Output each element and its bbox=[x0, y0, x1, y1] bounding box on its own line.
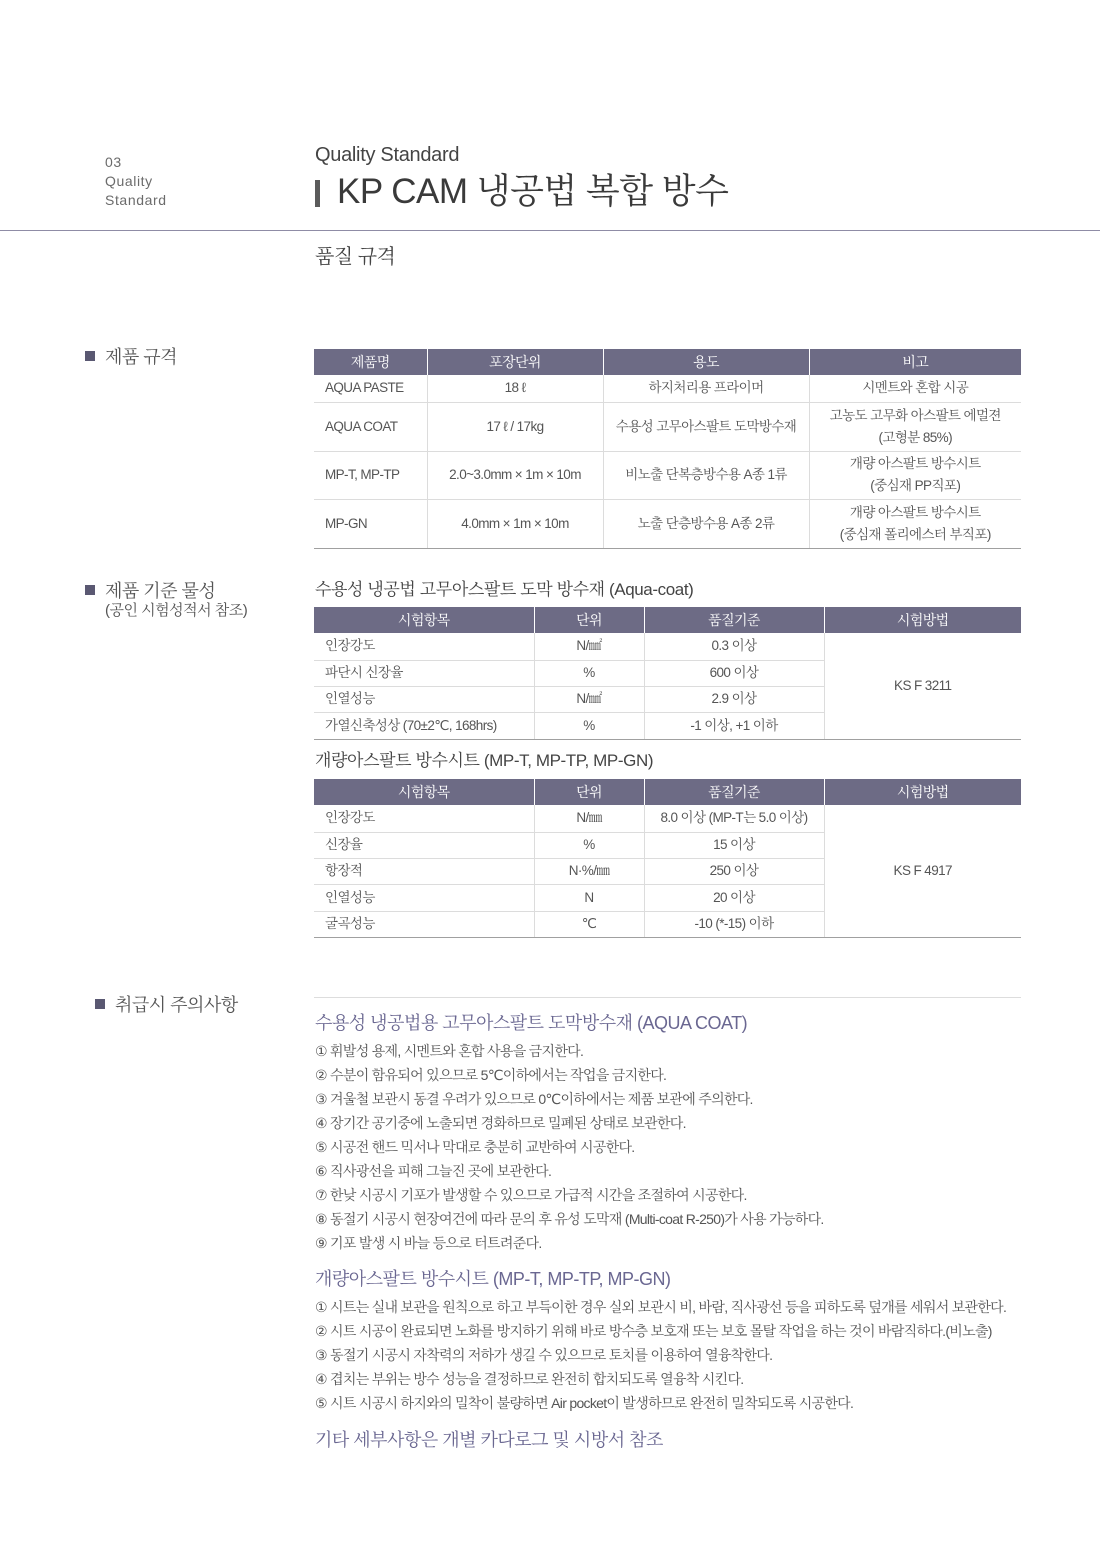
caution-heading-sheet: 개량아스팔트 방수시트 (MP-T, MP-TP, MP-GN) bbox=[315, 1269, 671, 1289]
cell-standard: -10 (*-15) 이하 bbox=[644, 911, 824, 937]
cell-unit: N/㎜ bbox=[534, 805, 644, 832]
cell-product-name: AQUA COAT bbox=[314, 402, 427, 451]
table-row bbox=[314, 633, 1021, 660]
cell-product-name: AQUA PASTE bbox=[314, 375, 427, 402]
side-label-handling bbox=[95, 994, 238, 1016]
cell-package: 18 ℓ bbox=[427, 375, 603, 402]
cell-unit: N·%/㎜ bbox=[534, 858, 644, 884]
sheet-table-title: 개량아스팔트 방수시트 (MP-T, MP-TP, MP-GN) bbox=[315, 751, 654, 770]
cell-unit: % bbox=[534, 832, 644, 858]
cell-package: 4.0mm × 1m × 10m bbox=[427, 499, 603, 548]
remark-line: 시멘트와 혼합 시공 bbox=[862, 380, 969, 396]
side-label-text: 제품 규격 bbox=[105, 347, 178, 367]
cell-test-item: 파단시 신장율 bbox=[314, 660, 534, 686]
table-row bbox=[314, 499, 1021, 548]
list-item: ④ 겹치는 부위는 방수 성능을 결정하므로 완전히 합치되도록 열융착 시킨다. bbox=[315, 1371, 744, 1387]
cell-standard: 20 이상 bbox=[644, 884, 824, 911]
chapter-name-line1: Quality bbox=[105, 173, 153, 189]
header-package: 포장단위 bbox=[427, 349, 603, 375]
cell-standard: 2.9 이상 bbox=[644, 686, 824, 712]
cell-standard: 250 이상 bbox=[644, 858, 824, 884]
header-test-method: 시험방법 bbox=[824, 607, 1021, 633]
side-label-properties bbox=[85, 580, 215, 602]
table-row bbox=[314, 451, 1021, 499]
chapter-marker bbox=[105, 153, 167, 210]
header-test-item: 시험항목 bbox=[314, 607, 534, 633]
list-item: ⑧ 동절기 시공시 현장여건에 따라 문의 후 유성 도막재 (Multi-coat R-250)가 사용 가능하다. bbox=[315, 1211, 824, 1227]
header-test-method: 시험방법 bbox=[824, 779, 1021, 805]
bullet-square-icon bbox=[85, 351, 95, 361]
cell-test-method: KS F 4917 bbox=[824, 805, 1021, 937]
cell-standard: 600 이상 bbox=[644, 660, 824, 686]
side-label-product-spec bbox=[85, 346, 177, 368]
caution-divider bbox=[314, 997, 1021, 998]
header-product-name: 제품명 bbox=[314, 349, 427, 375]
cell-remark bbox=[809, 375, 1021, 402]
cell-remark bbox=[809, 451, 1021, 499]
cell-remark bbox=[809, 499, 1021, 548]
cell-test-item: 신장율 bbox=[314, 832, 534, 858]
page-kicker: Quality Standard bbox=[315, 144, 460, 166]
cell-test-item: 인열성능 bbox=[314, 884, 534, 911]
cell-test-item: 인열성능 bbox=[314, 686, 534, 712]
header-use: 용도 bbox=[603, 349, 809, 375]
page-title: KP CAM 냉공법 복합 방수 bbox=[337, 172, 729, 211]
cell-standard: 0.3 이상 bbox=[644, 633, 824, 660]
list-item: ① 휘발성 용제, 시멘트와 혼합 사용을 금지한다. bbox=[315, 1043, 584, 1059]
cell-package: 2.0~3.0mm × 1m × 10m bbox=[427, 451, 603, 499]
cell-unit: N/㎟ bbox=[534, 633, 644, 660]
list-item: ④ 장기간 공기중에 노출되면 경화하므로 밀폐된 상태로 보관한다. bbox=[315, 1115, 686, 1131]
list-item: ⑤ 시트 시공시 하지와의 밀착이 불량하면 Air pocket이 발생하므로 완전히 밀착되도록 시공한다. bbox=[315, 1395, 854, 1411]
remark-line: (중심재 PP직포) bbox=[870, 478, 961, 493]
header-remark: 비고 bbox=[809, 349, 1021, 375]
footer-note: 기타 세부사항은 개별 카다로그 및 시방서 참조 bbox=[315, 1430, 663, 1450]
list-item: ① 시트는 실내 보관을 원칙으로 하고 부득이한 경우 실외 보관시 비, 바람, 직사광선 등을 피하도록 덮개를 세워서 보관한다. bbox=[315, 1299, 1007, 1315]
sheet-property-table bbox=[314, 779, 1021, 938]
title-bar-accent bbox=[315, 180, 320, 207]
header-divider bbox=[0, 230, 1100, 231]
cell-test-item: 인장강도 bbox=[314, 633, 534, 660]
list-item: ⑤ 시공전 핸드 믹서나 막대로 충분히 교반하여 시공한다. bbox=[315, 1139, 635, 1155]
cell-use: 비노출 단복층방수용 A종 1류 bbox=[603, 451, 809, 499]
header-unit: 단위 bbox=[534, 607, 644, 633]
caution-list-sheet bbox=[315, 1295, 1006, 1415]
cell-standard: 8.0 이상 (MP-T는 5.0 이상) bbox=[644, 805, 824, 832]
table-row bbox=[314, 805, 1021, 832]
remark-line: 고농도 고무화 아스팔트 에멀젼 bbox=[829, 407, 1001, 423]
header-standard: 품질기준 bbox=[644, 607, 824, 633]
list-item: ② 수분이 함유되어 있으므로 5℃이하에서는 작업을 금지한다. bbox=[315, 1067, 667, 1083]
list-item: ⑨ 기포 발생 시 바늘 등으로 터트려준다. bbox=[315, 1235, 542, 1251]
side-label-text: 제품 기준 물성 bbox=[105, 581, 216, 601]
cell-remark bbox=[809, 402, 1021, 451]
header-test-item: 시험항목 bbox=[314, 779, 534, 805]
cell-package: 17 ℓ / 17kg bbox=[427, 402, 603, 451]
bullet-square-icon bbox=[85, 585, 95, 595]
cell-use: 노출 단층방수용 A종 2류 bbox=[603, 499, 809, 548]
remark-line: (중심재 폴리에스터 부직포) bbox=[839, 526, 991, 542]
page-subtitle: 품질 규격 bbox=[315, 246, 396, 268]
list-item: ⑦ 한낮 시공시 기포가 발생할 수 있으므로 가급적 시간을 조절하여 시공한다. bbox=[315, 1187, 747, 1203]
caution-list-aqua-coat bbox=[315, 1039, 824, 1255]
side-label-text: 취급시 주의사항 bbox=[115, 995, 238, 1015]
cell-test-item: 굴곡성능 bbox=[314, 911, 534, 937]
aqua-coat-property-table bbox=[314, 607, 1021, 740]
remark-line: (고형분 85%) bbox=[878, 429, 952, 445]
remark-line: 개량 아스팔트 방수시트 bbox=[849, 456, 981, 471]
chapter-number: 03 bbox=[105, 154, 122, 170]
table-row bbox=[314, 375, 1021, 402]
cell-test-item: 가열신축성상 (70±2℃, 168hrs) bbox=[314, 712, 534, 739]
table-header-row bbox=[314, 779, 1021, 805]
header-unit: 단위 bbox=[534, 779, 644, 805]
cell-unit: % bbox=[534, 712, 644, 739]
cell-standard: -1 이상, +1 이하 bbox=[644, 712, 824, 739]
remark-line: 개량 아스팔트 방수시트 bbox=[849, 504, 981, 520]
side-label-properties-note: (공인 시험성적서 참조) bbox=[105, 602, 248, 619]
bullet-square-icon bbox=[95, 999, 105, 1009]
caution-heading-aqua-coat: 수용성 냉공법용 고무아스팔트 도막방수재 (AQUA COAT) bbox=[315, 1013, 748, 1033]
chapter-name-line2: Standard bbox=[105, 192, 167, 208]
table-row bbox=[314, 402, 1021, 451]
table-header-row bbox=[314, 607, 1021, 633]
cell-unit: % bbox=[534, 660, 644, 686]
header-standard: 품질기준 bbox=[644, 779, 824, 805]
list-item: ③ 겨울철 보관시 동결 우려가 있으므로 0℃이하에서는 제품 보관에 주의한다. bbox=[315, 1091, 753, 1107]
aqua-coat-table-title: 수용성 냉공법 고무아스팔트 도막 방수재 (Aqua-coat) bbox=[315, 580, 694, 599]
cell-unit: N/㎟ bbox=[534, 686, 644, 712]
table-header-row bbox=[314, 349, 1021, 375]
cell-product-name: MP-T, MP-TP bbox=[314, 451, 427, 499]
list-item: ② 시트 시공이 완료되면 노화를 방지하기 위해 바로 방수층 보호재 또는 보호 몰탈 작업을 하는 것이 바람직하다.(비노출) bbox=[315, 1323, 992, 1339]
list-item: ⑥ 직사광선을 피해 그늘진 곳에 보관한다. bbox=[315, 1163, 552, 1179]
cell-test-method: KS F 3211 bbox=[824, 633, 1021, 739]
cell-use: 하지처리용 프라이머 bbox=[603, 375, 809, 402]
cell-test-item: 항장적 bbox=[314, 858, 534, 884]
cell-standard: 15 이상 bbox=[644, 832, 824, 858]
list-item: ③ 동절기 시공시 자착력의 저하가 생길 수 있으므로 토치를 이용하여 열융착한다. bbox=[315, 1347, 773, 1363]
cell-product-name: MP-GN bbox=[314, 499, 427, 548]
cell-test-item: 인장강도 bbox=[314, 805, 534, 832]
cell-unit: ℃ bbox=[534, 911, 644, 937]
product-spec-table bbox=[314, 349, 1021, 549]
cell-unit: N bbox=[534, 884, 644, 911]
cell-use: 수용성 고무아스팔트 도막방수재 bbox=[603, 402, 809, 451]
